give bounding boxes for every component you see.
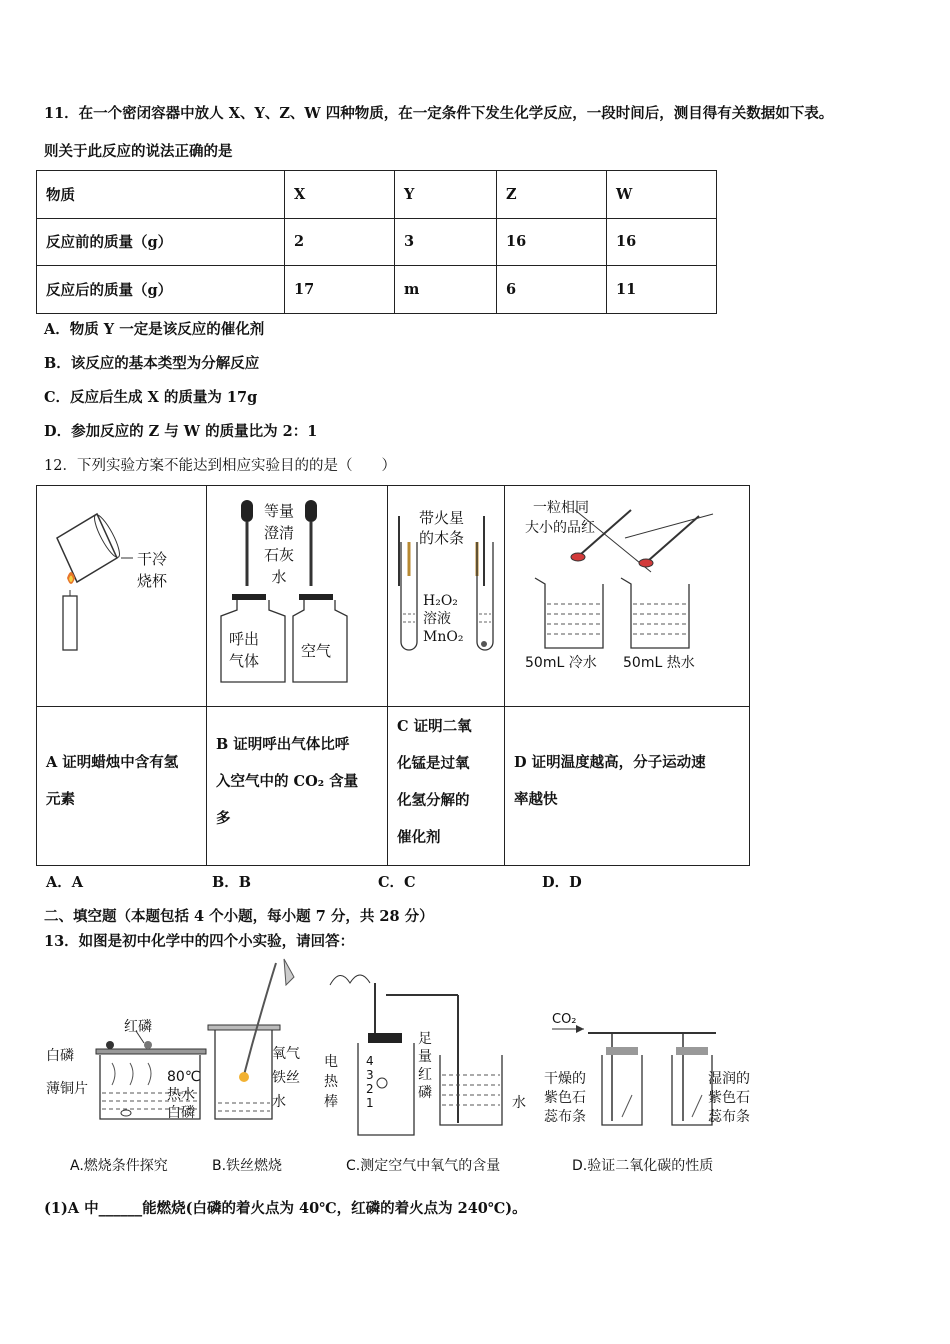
b-top-label: 石灰 [263, 546, 294, 564]
q13-sub1: (1)A 中______能燃烧(白磷的着火点为 40℃，红磷的着火点为 240℃)。 [44, 1200, 527, 1217]
c-enough-label: 足 [418, 1031, 432, 1047]
d-dry-label: 蕊布条 [544, 1109, 586, 1125]
q11-option-a[interactable]: A．物质 Y 一定是该反应的催化剂 [44, 321, 265, 338]
b-water-label: 水 [272, 1094, 286, 1110]
c-water-label: 水 [512, 1095, 526, 1111]
caption-line: 多 [216, 810, 231, 827]
d-top-label: 一粒相同 [533, 500, 589, 516]
q11-stem-line1: 11．在一个密闭容器中放人 X、Y、Z、W 四种物质，在一定条件下发生化学反应，一段时间后，测目得有关数据如下表。 [44, 105, 834, 122]
caption-line: 率越快 [514, 791, 558, 808]
d-dry-label: 干燥的 [544, 1071, 586, 1087]
c-mno2-label: MnO₂ [423, 629, 464, 645]
caption-a [46, 744, 202, 818]
b-left-bottle-label: 呼出 [229, 630, 260, 648]
table-row [37, 218, 717, 266]
q11-option-d[interactable]: D．参加反应的 Z 与 W 的质量比为 2：1 [44, 423, 318, 440]
caption-line: 化氢分解的 [397, 792, 470, 809]
d-cold-label: 50mL 冷水 [525, 655, 597, 671]
a-white-p-label: 白磷 [46, 1048, 74, 1064]
caption-line: D 证明温度越高，分子运动速 [514, 754, 706, 771]
b-left-bottle-label: 气体 [229, 652, 260, 670]
q12-option-a[interactable]: A．A [46, 874, 84, 891]
c-scale-mark: 4 [366, 1054, 374, 1068]
caption-d [514, 744, 744, 818]
q11-option-c[interactable]: C．反应后生成 X 的质量为 17g [44, 389, 258, 406]
caption-line: A 证明蜡烛中含有氢 [46, 754, 179, 771]
beaker-over-candle-icon [57, 512, 133, 650]
caption-line: B 证明呼出气体比呼 [216, 736, 350, 753]
c-enough-label: 量 [418, 1049, 432, 1065]
section-2-heading: 二、填空题（本题包括 4 个小题，每小题 7 分，共 28 分） [44, 908, 434, 925]
d-hot-label: 50mL 热水 [623, 655, 695, 671]
caption-c [397, 708, 501, 856]
table-row [37, 266, 717, 314]
q11-data-table [36, 170, 717, 314]
table-cell: 2 [285, 218, 395, 266]
d-wet-label: 湿润的 [708, 1071, 750, 1087]
table-cell: 反应后的质量（g） [37, 266, 285, 314]
a-white-p2-label: 白磷 [167, 1105, 195, 1121]
q12-option-d[interactable]: D．D [542, 874, 582, 891]
q11-stem-line2: 则关于此反应的说法正确的是 [44, 143, 233, 160]
b-right-bottle-label: 空气 [301, 642, 332, 660]
table-cell: 16 [497, 218, 607, 266]
c-top-label: 的木条 [419, 529, 465, 547]
q13-illustrations [40, 955, 780, 1180]
table-cell: 6 [497, 266, 607, 314]
q12-illustrations [37, 486, 749, 706]
c-red-label: 红 [418, 1067, 432, 1083]
a-beaker-label: 干冷 [137, 550, 168, 568]
c-solution-label: 溶液 [423, 611, 451, 627]
q13-stem: 13．如图是初中化学中的四个小实验，请回答： [44, 933, 355, 950]
q13-caption-c: C.测定空气中氧气的含量 [346, 1158, 501, 1174]
table-header-cell: Z [497, 171, 607, 219]
table-header-cell: 物质 [37, 171, 285, 219]
oxygen-measurement-apparatus-icon [330, 975, 502, 1135]
b-top-label: 澄清 [263, 524, 294, 542]
a-hot-water-label: 热水 [167, 1087, 195, 1103]
q12-option-b[interactable]: B．B [212, 874, 252, 891]
q11-option-b[interactable]: B．该反应的基本类型为分解反应 [44, 355, 260, 372]
c-scale-mark: 2 [366, 1082, 374, 1096]
q12-option-c[interactable]: C．C [378, 874, 416, 891]
q13-caption-b: B.铁丝燃烧 [212, 1158, 283, 1174]
table-cell: 17 [285, 266, 395, 314]
caption-b [216, 726, 384, 837]
table-cell: 3 [395, 218, 497, 266]
table-header-cell: Y [395, 171, 497, 219]
q12-stem: 12．下列实验方案不能达到相应实验目的的是（ ） [44, 458, 396, 474]
c-top-label: 带火星 [419, 509, 465, 527]
caption-line: 入空气中的 CO₂ 含量 [216, 773, 359, 790]
c-red-label: 磷 [418, 1085, 432, 1101]
caption-line: 化锰是过氧 [397, 755, 470, 772]
b-top-label: 等量 [263, 502, 294, 520]
c-rod-label: 电 [324, 1054, 338, 1070]
table-header-row [37, 171, 717, 219]
c-rod-label: 棒 [324, 1094, 338, 1110]
q12-figure-grid [36, 485, 750, 866]
table-cell: 16 [607, 218, 717, 266]
q13-caption-a: A.燃烧条件探究 [70, 1158, 168, 1174]
a-80c-label: 80℃ [167, 1069, 201, 1085]
q13-caption-d: D.验证二氧化碳的性质 [572, 1158, 714, 1174]
caption-line: C 证明二氧 [397, 718, 472, 735]
caption-line: 催化剂 [397, 829, 441, 846]
table-cell: 11 [607, 266, 717, 314]
table-header-cell: X [285, 171, 395, 219]
d-co2-label: CO₂ [552, 1012, 577, 1027]
table-cell: m [395, 266, 497, 314]
d-dry-label: 紫色石 [544, 1090, 586, 1106]
b-wire-label: 铁丝 [272, 1070, 300, 1086]
c-h2o2-label: H₂O₂ [423, 593, 458, 609]
table-cell: 反应前的质量（g） [37, 218, 285, 266]
a-red-p-label: 红磷 [124, 1019, 152, 1035]
caption-line: 元素 [46, 791, 75, 808]
b-oxygen-label: 氧气 [272, 1046, 300, 1062]
d-top-label: 大小的品红 [525, 520, 595, 536]
d-wet-label: 蕊布条 [708, 1109, 750, 1125]
d-wet-label: 紫色石 [708, 1090, 750, 1106]
a-beaker-label: 烧杯 [137, 572, 168, 590]
table-header-cell: W [607, 171, 717, 219]
c-scale-mark: 3 [366, 1068, 374, 1082]
b-top-label: 水 [271, 568, 287, 586]
a-copper-label: 薄铜片 [46, 1081, 88, 1097]
c-rod-label: 热 [324, 1074, 338, 1090]
c-scale-mark: 1 [366, 1096, 374, 1110]
